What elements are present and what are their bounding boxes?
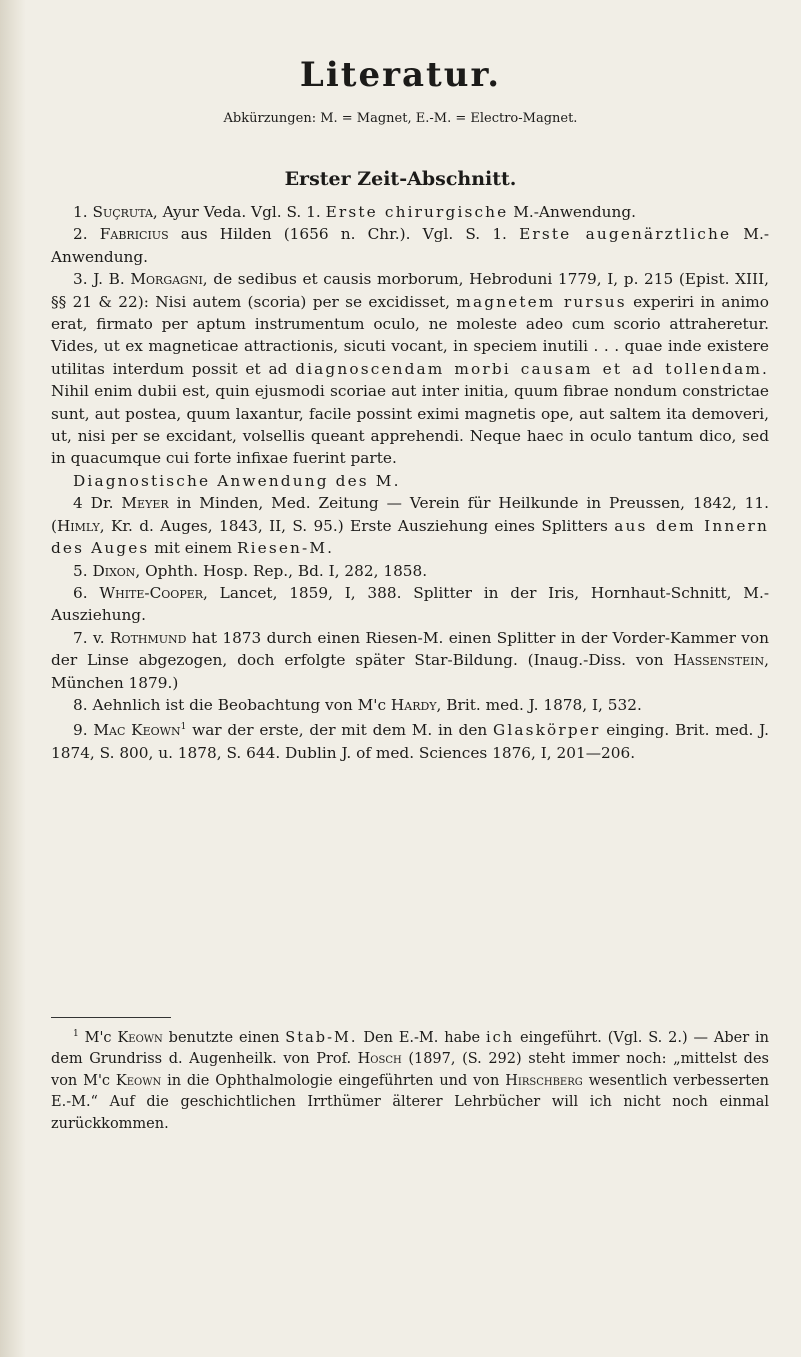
diagnostic-heading: Diagnostische Anwendung des M. xyxy=(73,471,401,490)
literature-entry-9: 9. Mac Keown$^1$ war der erste, der mit dem M. in den Glaskörper einging. Brit. med. J. 1874, S. 800, u. 1878, S. 644. Dublin J. of med. Sciences 1876, I, 201—206. xyxy=(51,721,769,762)
literature-entry-5: 5. Dixon, Ophth. Hosp. Rep., Bd. I, 282, 1858. xyxy=(73,561,428,580)
page-spine-shadow xyxy=(0,0,26,1357)
abbreviations-line: Abkürzungen: M. = Magnet, E.-M. = Electro-Magnet. xyxy=(223,111,578,126)
literature-entry-2: 2. Fabricius aus Hilden (1656 n. Chr.). Vgl. S. 1. Erste augenärztliche M.-Anwendung. xyxy=(51,225,769,266)
footnote-rule xyxy=(51,1017,171,1018)
literature-entry-8: 8. Aehnlich ist die Beobachtung von M'c Hardy, Brit. med. J. 1878, I, 532. xyxy=(73,695,642,714)
literature-entry-1: 1. Suçruta, Ayur Veda. Vgl. S. 1. Erste chirurgische M.-Anwendung. xyxy=(73,203,636,221)
footnote: $^1$ M'c Keown benutzte einen Stab-M. Den E.-M. habe ich eingeführt. (Vgl. S. 2.) — Aber in dem Grundriss d. Augenheilk. von Prof. Hosch (1897, (S. 292) steht immer noch: „mittelst des von M'c Keown in die Ophthalmologie eingeführten und von Hirschberg wesentlich verbesserten E.-M.“ Auf die geschichtlichen Irrthümer älterer Lehrbücher will ich nicht noch einmal zurückkommen. xyxy=(51,1029,770,1132)
literature-entry-4: 4 Dr. Meyer in Minden, Med. Zeitung — Verein für Heilkunde in Preussen, 1842, 11. (Himly, Kr. d. Auges, 1843, II, S. 95.) Erste Ausziehung eines Splitters aus dem Innern des Auges mit einem Riesen-M. xyxy=(51,494,769,558)
literature-entry-6: 6. White-Cooper, Lancet, 1859, I, 388. Splitter in der Iris, Hornhaut-Schnitt, M.-Ausziehung. xyxy=(51,583,770,625)
section-title: Erster Zeit-Abschnitt. xyxy=(284,168,517,190)
literature-list xyxy=(51,201,769,764)
literature-entry-3: 3. J. B. Morgagni, de sedibus et causis morborum, Hebroduni 1779, I, p. 215 (Epist. XIII, §§ 21 & 22): Nisi autem (scoria) per se excidisset, magnetem rursus experiri in animo erat, firmato per aptum instrumentum oculo, ne moleste adeo cum scorio attraheretur. Vides, ut ex magneticae attractionis, sicuti vocant, in speciem inutili . . . quae inde existere utilitas interdum possit et ad diagnoscendam morbi causam et ad tollendam. Nihil enim dubii est, quin ejusmodi scoriae aut inter initia, quum fibrae nondum constrictae sunt, aut postea, quum laxantur, facile possint eximi magnetis ope, aut saltem ita demoveri, ut, nisi per se excidant, volsellis queant apprehendi. Neque haec in oculo tantum dico, sed in quacumque cui forte infixae fuerint parte. xyxy=(51,270,770,468)
page-title: Literatur. xyxy=(299,55,502,95)
footnote-marker: 1 xyxy=(180,722,187,733)
literature-entry-7: 7. v. Rothmund hat 1873 durch einen Riesen-M. einen Splitter in der Vorder-Kammer von der Linse abgezogen, doch erfolgte später Star-Bildung. (Inaug.-Diss. von Hassenstein, München 1879.) xyxy=(51,628,769,692)
